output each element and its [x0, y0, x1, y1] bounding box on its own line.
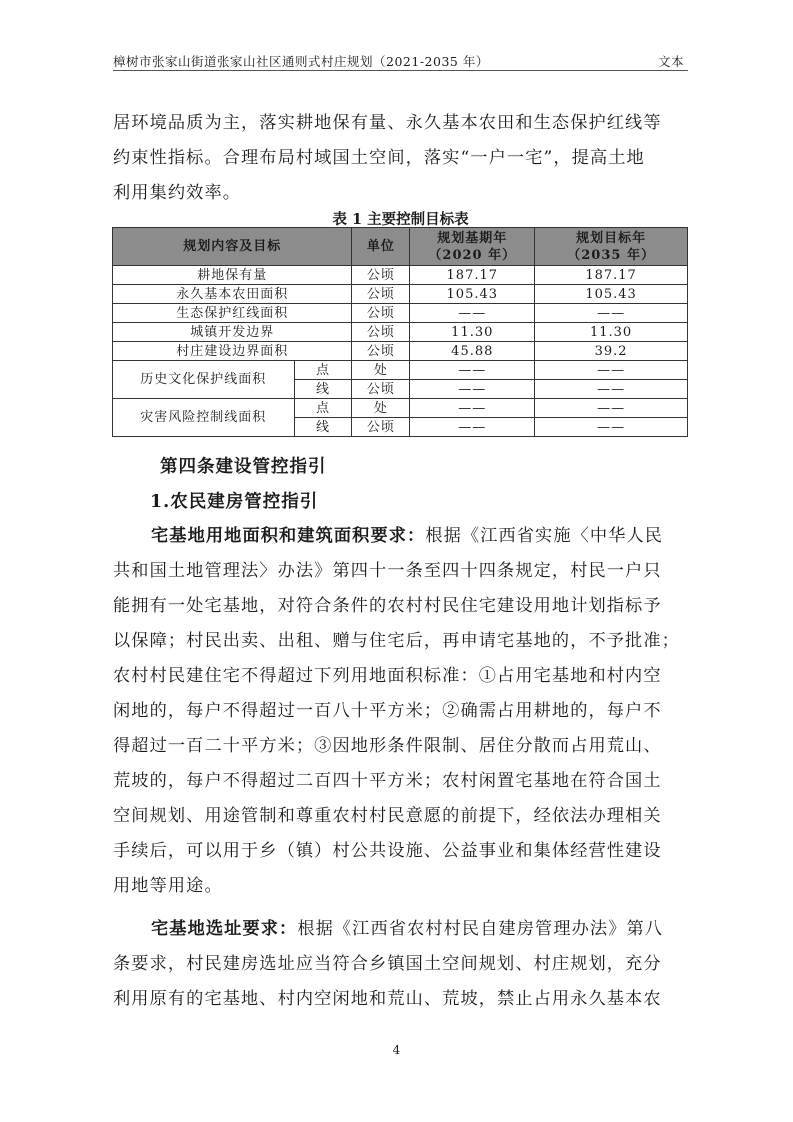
text-line: 以保障；村民出卖、出租、赠与住宅后，再申请宅基地的，不予批准；	[113, 631, 680, 651]
cell-sub: 线	[294, 418, 352, 437]
cell-base: ——	[410, 399, 535, 418]
table-row	[113, 266, 688, 285]
homestead-site-paragraph	[113, 912, 688, 1017]
cell-unit: 公顷	[352, 304, 410, 323]
paragraph-text: 根据《江西省农村村民自建房管理办法》第八	[297, 919, 664, 939]
text-line: 用地等用途。	[113, 876, 223, 896]
text-line	[113, 912, 688, 947]
cell-item: 耕地保有量	[113, 266, 352, 285]
running-header	[113, 50, 688, 71]
cell-group-item: 灾害风险控制线面积	[113, 399, 295, 437]
text-line: 农村村民建住宅不得超过下列用地面积标准：①占用宅基地和村内空	[113, 666, 662, 686]
header-target-year	[535, 228, 688, 266]
cell-sub: 点	[294, 361, 352, 380]
text-line: 条要求，村民建房选址应当符合乡镇国土空间规划、村庄规划，充分	[113, 954, 662, 974]
table-row	[113, 361, 688, 380]
cell-item: 城镇开发边界	[113, 323, 352, 342]
table-caption: 表 1 主要控制目标表	[332, 211, 469, 228]
header-base-year-line2: （2020 年）	[428, 247, 517, 263]
cell-unit: 公顷	[352, 285, 410, 304]
cell-sub: 线	[294, 380, 352, 399]
cell-base: ——	[410, 380, 535, 399]
cell-unit: 公顷	[352, 418, 410, 437]
homestead-area-paragraph	[113, 519, 688, 904]
text-line: 能拥有一处宅基地，对符合条件的农村村民住宅建设用地计划指标予	[113, 596, 662, 616]
header-target-year-line1: 规划目标年	[576, 230, 647, 246]
cell-unit: 处	[352, 361, 410, 380]
table-row	[113, 304, 688, 323]
cell-target: ——	[535, 361, 688, 380]
cell-unit: 公顷	[352, 342, 410, 361]
cell-base: 11.30	[410, 323, 535, 342]
sub-heading: 1.农民建房管控指引	[150, 492, 319, 512]
cell-unit: 公顷	[352, 323, 410, 342]
page-number: 4	[392, 1043, 401, 1057]
paragraph-lead: 宅基地选址要求：	[151, 919, 298, 939]
cell-base: 45.88	[410, 342, 535, 361]
cell-item: 村庄建设边界面积	[113, 342, 352, 361]
cell-target: 11.30	[535, 323, 688, 342]
text-line: 居环境品质为主，落实耕地保有量、永久基本农田和生态保护红线等	[113, 113, 662, 133]
header-base-year-line1: 规划基期年	[437, 230, 508, 246]
cell-target: ——	[535, 418, 688, 437]
text-line: 空间规划、用途管制和尊重农村村民意愿的前提下，经依法办理相关	[113, 806, 662, 826]
table-row	[113, 323, 688, 342]
text-line: 利用原有的宅基地、村内空闲地和荒山、荒坡，禁止占用永久基本农	[113, 989, 662, 1009]
table-row	[113, 285, 688, 304]
cell-target: 39.2	[535, 342, 688, 361]
paragraph-text: 根据《江西省实施〈中华人民	[425, 526, 664, 546]
cell-target: ——	[535, 380, 688, 399]
cell-target: 187.17	[535, 266, 688, 285]
cell-base: ——	[410, 361, 535, 380]
cell-item: 生态保护红线面积	[113, 304, 352, 323]
document-type-tag: 文本	[657, 54, 684, 69]
text-line: 利用集约效率。	[113, 183, 242, 203]
cell-group-item: 历史文化保护线面积	[113, 361, 295, 399]
text-line: 约束性指标。合理布局村域国土空间，落实“一户一宅”，提高土地	[113, 148, 645, 168]
control-targets-table	[112, 227, 688, 437]
header-item: 规划内容及目标	[113, 228, 352, 266]
cell-target: 105.43	[535, 285, 688, 304]
cell-base: 105.43	[410, 285, 535, 304]
header-unit: 单位	[352, 228, 410, 266]
table-row	[113, 399, 688, 418]
section-heading: 第四条建设管控指引	[160, 457, 327, 477]
document-title: 樟树市张家山街道张家山社区通则式村庄规划（2021-2035 年）	[113, 54, 489, 69]
cell-item: 永久基本农田面积	[113, 285, 352, 304]
text-line: 得超过一百二十平方米；③因地形条件限制、居住分散而占用荒山、	[113, 736, 662, 756]
header-base-year	[410, 228, 535, 266]
cell-unit: 公顷	[352, 266, 410, 285]
table-header-row	[113, 228, 688, 266]
header-target-year-line2: （2035 年）	[567, 247, 655, 263]
cell-unit: 公顷	[352, 380, 410, 399]
table-row	[113, 342, 688, 361]
paragraph-lead: 宅基地用地面积和建筑面积要求：	[151, 526, 426, 546]
text-line: 荒坡的，每户不得超过二百四十平方米；农村闲置宅基地在符合国土	[113, 771, 662, 791]
text-line: 共和国土地管理法〉办法》第四十一条至四十四条规定，村民一户只	[113, 561, 662, 581]
cell-target: ——	[535, 399, 688, 418]
text-line: 手续后，可以用于乡（镇）村公共设施、公益事业和集体经营性建设	[113, 841, 662, 861]
cell-base: 187.17	[410, 266, 535, 285]
cell-base: ——	[410, 304, 535, 323]
cell-unit: 处	[352, 399, 410, 418]
text-line: 闲地的，每户不得超过一百八十平方米；②确需占用耕地的，每户不	[113, 701, 662, 721]
text-line	[113, 519, 688, 554]
intro-paragraph	[113, 106, 688, 211]
cell-base: ——	[410, 418, 535, 437]
cell-sub: 点	[294, 399, 352, 418]
cell-target: ——	[535, 304, 688, 323]
